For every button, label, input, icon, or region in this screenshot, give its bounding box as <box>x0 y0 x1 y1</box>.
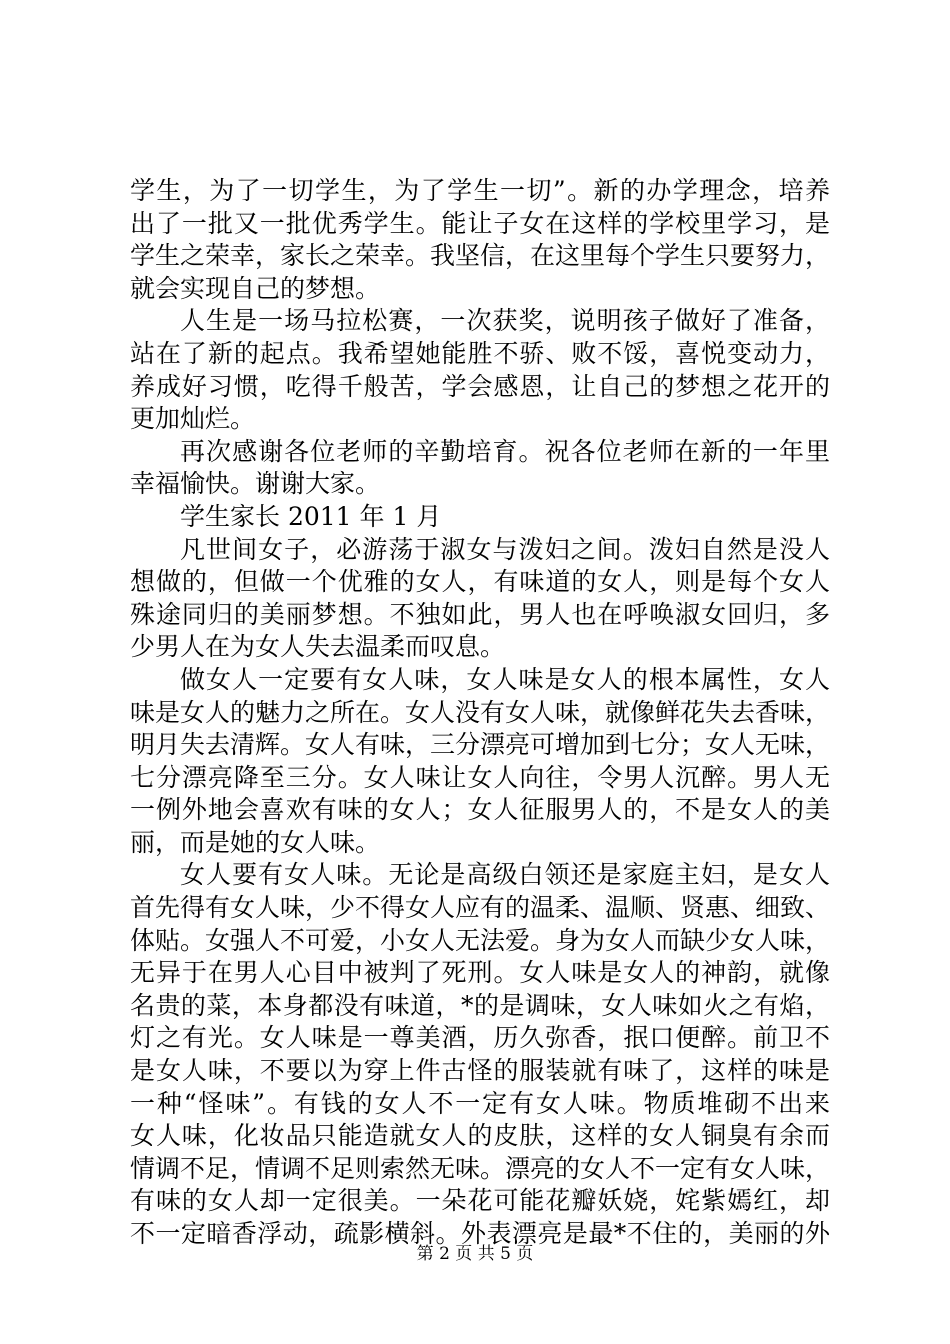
page-number-footer: 第 2 页 共 5 页 <box>416 1244 534 1264</box>
text-line: 人生是一场马拉松赛，一次获奖，说明孩子做好了准备， <box>180 306 830 336</box>
text-line: 少男人在为女人失去温柔而叹息。 <box>130 632 506 662</box>
text-line: 一种“怪味”。有钱的女人不一定有女人味。物质堆砌不出来 <box>130 1088 830 1118</box>
text-line: 想做的，但做一个优雅的女人，有味道的女人，则是每个女人 <box>130 567 830 597</box>
signature-line: 学生家长 2011 年 1 月 <box>180 501 442 531</box>
text-line: 丽，而是她的女人味。 <box>130 827 381 857</box>
text-line: 首先得有女人味，少不得女人应有的温柔、温顺、贤惠、细致、 <box>130 893 831 923</box>
text-line: 养成好习惯，吃得千般苦，学会感恩，让自己的梦想之花开的 <box>130 371 830 401</box>
text-line: 再次感谢各位老师的辛勤培育。祝各位老师在新的一年里 <box>180 436 830 466</box>
text-line: 凡世间女子，必游荡于淑女与泼妇之间。泼妇自然是没人 <box>180 534 830 564</box>
text-line: 女人味，化妆品只能造就女人的皮肤，这样的女人铜臭有余而 <box>130 1121 830 1151</box>
text-line: 就会实现自己的梦想。 <box>130 273 381 303</box>
text-line: 站在了新的起点。我希望她能胜不骄、败不馁，喜悦变动力， <box>130 338 830 368</box>
text-line: 做女人一定要有女人味，女人味是女人的根本属性，女人 <box>180 664 830 694</box>
text-line: 味是女人的魅力之所在。女人没有女人味，就像鲜花失去香味， <box>130 697 831 727</box>
text-line: 无异于在男人心目中被判了死刑。女人味是女人的神韵，就像 <box>130 958 830 988</box>
text-line: 女人要有女人味。无论是高级白领还是家庭主妇，是女人 <box>180 860 830 890</box>
text-line: 七分漂亮降至三分。女人味让女人向往，令男人沉醉。男人无 <box>130 762 830 792</box>
text-line: 更加灿烂。 <box>130 404 256 434</box>
text-line: 灯之有光。女人味是一尊美酒，历久弥香，抿口便醉。前卫不 <box>130 1023 830 1053</box>
text-line: 学生之荣幸，家长之荣幸。我坚信，在这里每个学生只要努力， <box>130 241 831 271</box>
text-line: 体贴。女强人不可爱，小女人无法爱。身为女人而缺少女人味， <box>130 925 831 955</box>
text-line: 出了一批又一批优秀学生。能让子女在这样的学校里学习，是 <box>130 208 830 238</box>
document-body <box>130 175 830 1251</box>
text-line: 明月失去清辉。女人有味，三分漂亮可增加到七分；女人无味， <box>130 730 831 760</box>
text-line: 殊途同归的美丽梦想。不独如此，男人也在呼唤淑女回归，多 <box>130 599 830 629</box>
text-line: 名贵的菜，本身都没有味道，*的是调味，女人味如火之有焰， <box>130 990 830 1020</box>
text-line: 一例外地会喜欢有味的女人；女人征服男人的，不是女人的美 <box>130 795 830 825</box>
text-line: 学生，为了一切学生，为了学生一切”。新的办学理念，培养 <box>130 176 830 205</box>
text-line: 不一定暗香浮动，疏影横斜。外表漂亮是最*不住的，美丽的外 <box>130 1219 830 1248</box>
text-line: 有味的女人却一定很美。一朵花可能花瓣妖娆，姹紫嫣红，却 <box>130 1186 830 1216</box>
text-line: 情调不足，情调不足则索然无味。漂亮的女人不一定有女人味， <box>130 1153 831 1183</box>
text-line: 幸福愉快。谢谢大家。 <box>130 469 381 499</box>
text-line: 是女人味，不要以为穿上件古怪的服装就有味了，这样的味是 <box>130 1056 830 1086</box>
